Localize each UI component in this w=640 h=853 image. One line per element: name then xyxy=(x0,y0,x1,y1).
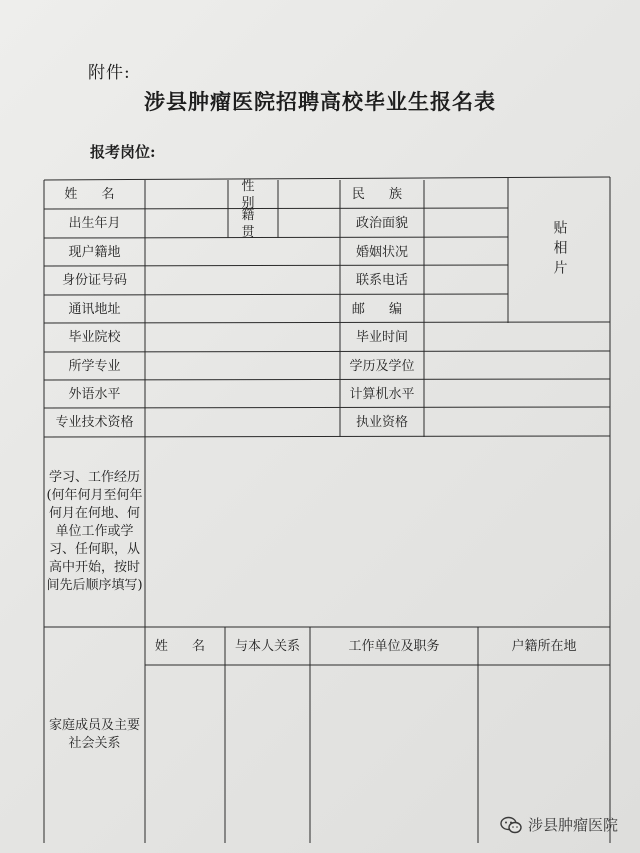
family-label: 家庭成员及主要社会关系 xyxy=(48,718,140,751)
qualification-label: 专业技术资格 xyxy=(55,415,134,430)
position-label: 报考岗位: xyxy=(90,143,156,161)
graduation-time-label: 毕业时间 xyxy=(355,330,408,345)
household-label: 现户籍地 xyxy=(68,244,121,260)
language-label: 外语水平 xyxy=(68,386,121,402)
computer-level-label: 计算机水平 xyxy=(349,386,415,402)
birth-label: 出生年月 xyxy=(68,216,121,231)
political-status-label: 政治面貌 xyxy=(355,216,408,231)
postcode-label: 邮 编 xyxy=(351,301,413,317)
photo-label: 贴相片 xyxy=(551,220,568,280)
name-label: 姓 名 xyxy=(64,187,125,202)
id-number-label: 身份证号码 xyxy=(61,273,127,288)
phone-label: 联系电话 xyxy=(355,273,408,288)
family-name-header: 姓 名 xyxy=(154,638,216,654)
family-work-header: 工作单位及职务 xyxy=(348,638,440,654)
watermark xyxy=(500,814,618,835)
ethnicity-label: 民 族 xyxy=(351,187,413,202)
family-household-header: 户籍所在地 xyxy=(511,638,577,654)
gender-label: 性 别 xyxy=(241,178,265,211)
major-label: 所学专业 xyxy=(68,358,121,374)
attachment-label: 附件: xyxy=(88,63,131,83)
marital-status-label: 婚姻状况 xyxy=(355,244,408,260)
native-place-label: 籍 贯 xyxy=(241,207,265,240)
license-label: 执业资格 xyxy=(355,415,408,430)
experience-label: 学习、工作经历(何年何月至何年何月在何地、何单位工作或学习、任何职，从高中开始，按时间先后顺序填写) xyxy=(46,470,143,593)
watermark-text: 涉县肿瘤医院 xyxy=(527,816,618,834)
family-relation-header: 与本人关系 xyxy=(234,638,300,654)
school-label: 毕业院校 xyxy=(68,330,121,345)
degree-label: 学历及学位 xyxy=(349,358,415,374)
wechat-icon xyxy=(500,816,522,834)
address-label: 通讯地址 xyxy=(68,301,121,317)
form-title: 涉县肿瘤医院招聘高校毕业生报名表 xyxy=(144,89,496,114)
photo-box xyxy=(508,177,610,323)
